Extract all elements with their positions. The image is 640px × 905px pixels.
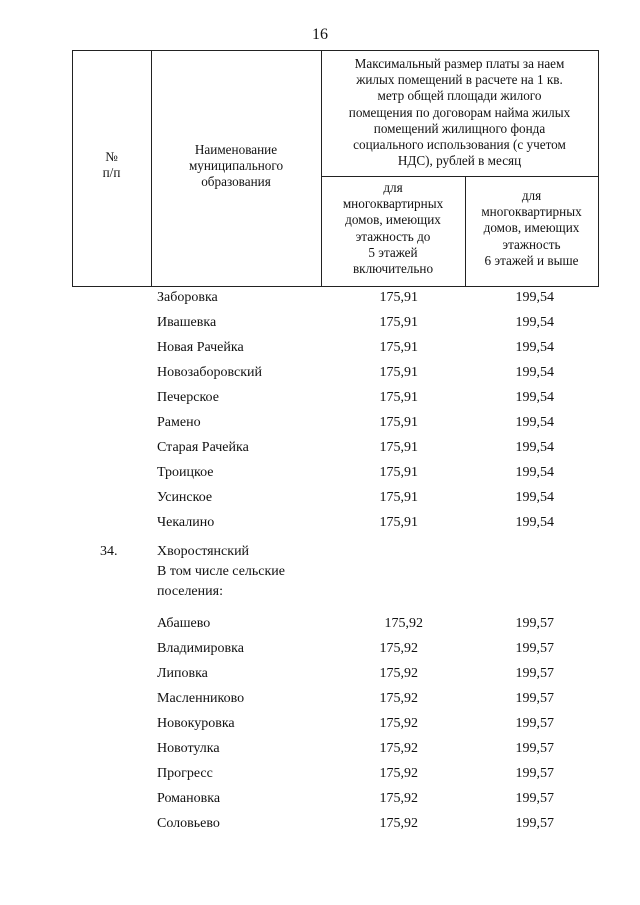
row-value-low: 175,91 (379, 490, 418, 505)
row-value-low: 175,91 (379, 290, 418, 305)
row-value-low: 175,91 (379, 340, 418, 355)
row-name: Романовка (157, 791, 221, 806)
row-name: Троицкое (157, 465, 214, 480)
header-subdivider (321, 176, 599, 177)
row-value-high: 199,54 (515, 440, 554, 455)
row-name: Липовка (157, 666, 208, 681)
row-name: Соловьево (157, 816, 220, 831)
table-row (0, 766, 640, 786)
table-header (72, 50, 599, 287)
table-row (0, 791, 640, 811)
row-name: Прогресс (157, 766, 213, 781)
header-border-right (598, 50, 599, 287)
row-value-high: 199,54 (515, 415, 554, 430)
row-value-low: 175,92 (379, 641, 418, 656)
row-name: Рамено (157, 415, 201, 430)
table-row (0, 440, 640, 460)
row-value-low: 175,92 (379, 691, 418, 706)
row-value-high: 199,54 (515, 365, 554, 380)
row-value-low: 175,91 (379, 390, 418, 405)
district-number: 34. (100, 544, 118, 559)
row-name: Ивашевка (157, 315, 217, 330)
row-value-high: 199,54 (515, 290, 554, 305)
row-value-high: 199,57 (515, 766, 554, 781)
table-row (0, 641, 640, 661)
table-row (0, 666, 640, 686)
row-value-low: 175,92 (384, 616, 423, 631)
district-subtitle: В том числе сельские поселения: (157, 564, 286, 599)
row-value-high: 199,57 (515, 791, 554, 806)
table-row (0, 490, 640, 510)
row-name: Владимировка (157, 641, 244, 656)
row-value-high: 199,57 (515, 816, 554, 831)
row-value-low: 175,92 (379, 666, 418, 681)
row-name: Новая Рачейка (157, 340, 244, 355)
row-name: Масленниково (157, 691, 245, 706)
row-value-high: 199,57 (515, 666, 554, 681)
row-value-high: 199,57 (515, 691, 554, 706)
row-value-high: 199,54 (515, 465, 554, 480)
row-value-high: 199,57 (515, 641, 554, 656)
table-row (0, 340, 640, 360)
row-value-low: 175,92 (379, 816, 418, 831)
table-row (0, 741, 640, 761)
table-row (0, 315, 640, 335)
table-row (0, 290, 640, 310)
row-value-high: 199,57 (515, 616, 554, 631)
row-value-low: 175,92 (379, 716, 418, 731)
header-name-cell: Наименование муниципального образования (188, 142, 284, 190)
row-value-high: 199,54 (515, 490, 554, 505)
row-name: Абашево (157, 616, 211, 631)
row-value-low: 175,92 (379, 766, 418, 781)
table-row (0, 390, 640, 410)
row-value-low: 175,91 (379, 365, 418, 380)
row-name: Чекалино (157, 515, 215, 530)
row-name: Печерское (157, 390, 219, 405)
page-number: 16 (312, 26, 328, 43)
row-value-low: 175,91 (379, 415, 418, 430)
district-name: Хворостянский (157, 544, 250, 559)
row-value-high: 199,54 (515, 340, 554, 355)
row-name: Усинское (157, 490, 213, 505)
table-row (0, 415, 640, 435)
row-value-high: 199,54 (515, 515, 554, 530)
header-subcol-high: для многоквартирных домов, имеющих этажность 6 этажей и выше (481, 188, 582, 268)
row-name: Новотулка (157, 741, 220, 756)
row-value-high: 199,54 (515, 315, 554, 330)
table-row (0, 465, 640, 485)
row-value-low: 175,92 (379, 791, 418, 806)
row-value-low: 175,91 (379, 315, 418, 330)
row-name: Старая Рачейка (157, 440, 249, 455)
table-row (0, 816, 640, 836)
table-row (0, 365, 640, 385)
row-value-low: 175,91 (379, 465, 418, 480)
table-row (0, 716, 640, 736)
table-row (0, 515, 640, 535)
row-value-high: 199,54 (515, 390, 554, 405)
table-row (0, 616, 640, 636)
row-name: Новозаборовский (157, 365, 263, 380)
row-value-high: 199,57 (515, 716, 554, 731)
row-value-low: 175,91 (379, 515, 418, 530)
row-name: Заборовка (157, 290, 218, 305)
table-row (0, 691, 640, 711)
row-value-low: 175,91 (379, 440, 418, 455)
row-value-high: 199,57 (515, 741, 554, 756)
row-name: Новокуровка (157, 716, 235, 731)
header-num-cell: № п/п (102, 149, 121, 181)
row-value-low: 175,92 (379, 741, 418, 756)
header-fee-cell: Максимальный размер платы за наем жилых помещений в расчете на 1 кв. метр общей площади жилого помещения по договорам найма жилых помещений жилищного фонда социального использования (с учетом НДС), рублей в месяц (348, 56, 571, 169)
header-subcol-low: для многоквартирных домов, имеющих этажность до 5 этажей включительно (342, 180, 444, 277)
